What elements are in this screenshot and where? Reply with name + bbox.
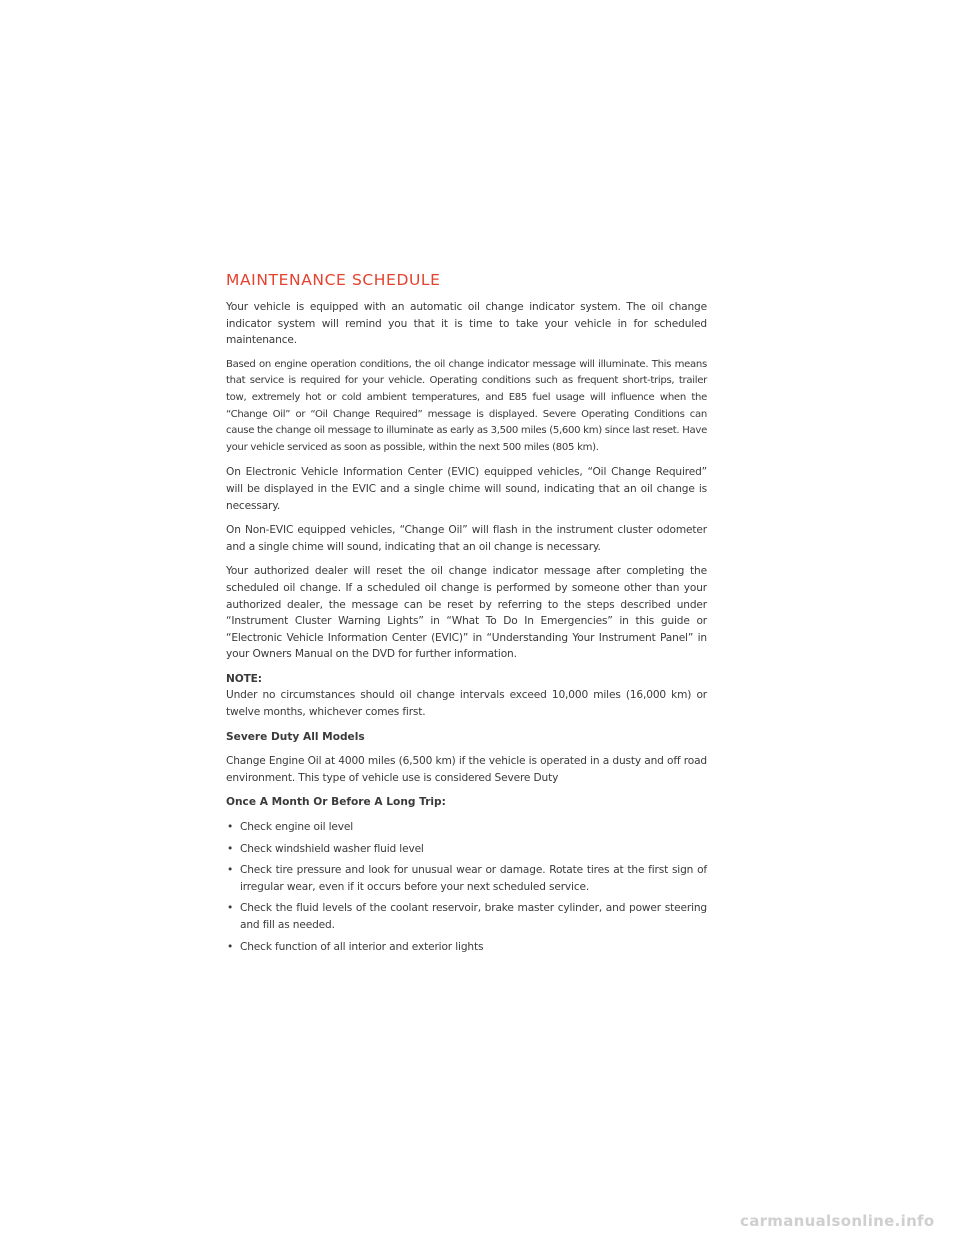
section-title: MAINTENANCE SCHEDULE <box>226 271 441 289</box>
conditions-paragraph: Based on engine operation conditions, the oil change indicator message will illuminate. This means that service is required for your vehicle. Operating conditions such as frequent short-trips, trailer tow, extremely hot or cold ambient temperatures, and E85 fuel usage will influence when the “Change Oil” or “Oil Change Required” message is displayed. Severe Operating Conditions can cause the change oil message to illuminate as early as 3,500 miles (5,600 km) since last reset. Have your vehicle serviced as soon as possible, within the next 500 miles (805 km). <box>226 358 707 453</box>
severe-duty-heading: Severe Duty All Models <box>226 730 365 743</box>
list-item-text: Check function of all interior and exterior lights <box>240 940 484 953</box>
note-block <box>226 671 707 721</box>
severe-duty-paragraph: Change Engine Oil at 4000 miles (6,500 km) if the vehicle is operated in a dusty and off road environment. This type of vehicle use is considered Severe Duty <box>226 755 707 784</box>
bullet-glyph: • <box>227 902 234 915</box>
evic-paragraph: On Electronic Vehicle Information Center (EVIC) equipped vehicles, “Oil Change Required” will be displayed in the EVIC and a single chime will sound, indicating that an oil change is necessary. <box>226 466 707 512</box>
bullet-glyph: • <box>227 940 234 953</box>
note-text: Under no circumstances should oil change intervals exceed 10,000 miles (16,000 km) or twelve months, whichever comes first. <box>226 689 707 719</box>
monthly-checks-heading: Once A Month Or Before A Long Trip: <box>226 796 446 809</box>
list-item-text: Check engine oil level <box>240 821 354 834</box>
bullet-glyph: • <box>227 821 234 834</box>
list-item <box>226 841 707 858</box>
list-item-text: Check tire pressure and look for unusual wear or damage. Rotate tires at the first sign of irregular wear, even if it occurs before your next scheduled service. <box>240 864 707 893</box>
monthly-checks-list <box>226 819 707 955</box>
list-item <box>226 862 707 895</box>
list-item-text: Check the fluid levels of the coolant reservoir, brake master cylinder, and power steering and fill as needed. <box>240 902 707 931</box>
dealer-reset-paragraph: Your authorized dealer will reset the oil change indicator message after completing the scheduled oil change. If a scheduled oil change is performed by someone other than your authorized dealer, the message can be reset by referring to the steps described under “Instrument Cluster Warning Lights” in “What To Do In Emergencies” in this guide or “Electronic Vehicle Information Center (EVIC)” in “Understanding Your Instrument Panel” in your Owners Manual on the DVD for further information. <box>226 565 707 661</box>
bullet-glyph: • <box>227 842 234 855</box>
intro-paragraph: Your vehicle is equipped with an automatic oil change indicator system. The oil change indicator system will remind you that it is time to take your vehicle in for scheduled maintenance. <box>226 301 707 347</box>
note-label: NOTE: <box>226 672 262 685</box>
list-item <box>226 819 707 836</box>
site-watermark: carmanualsonline.info <box>740 1212 935 1230</box>
list-item <box>226 939 707 956</box>
list-item <box>226 900 707 933</box>
list-item-text: Check windshield washer fluid level <box>240 842 424 855</box>
maintenance-section <box>226 270 707 960</box>
non-evic-paragraph: On Non-EVIC equipped vehicles, “Change Oil” will flash in the instrument cluster odometer and a single chime will sound, indicating that an oil change is necessary. <box>226 524 707 553</box>
bullet-glyph: • <box>227 864 234 877</box>
